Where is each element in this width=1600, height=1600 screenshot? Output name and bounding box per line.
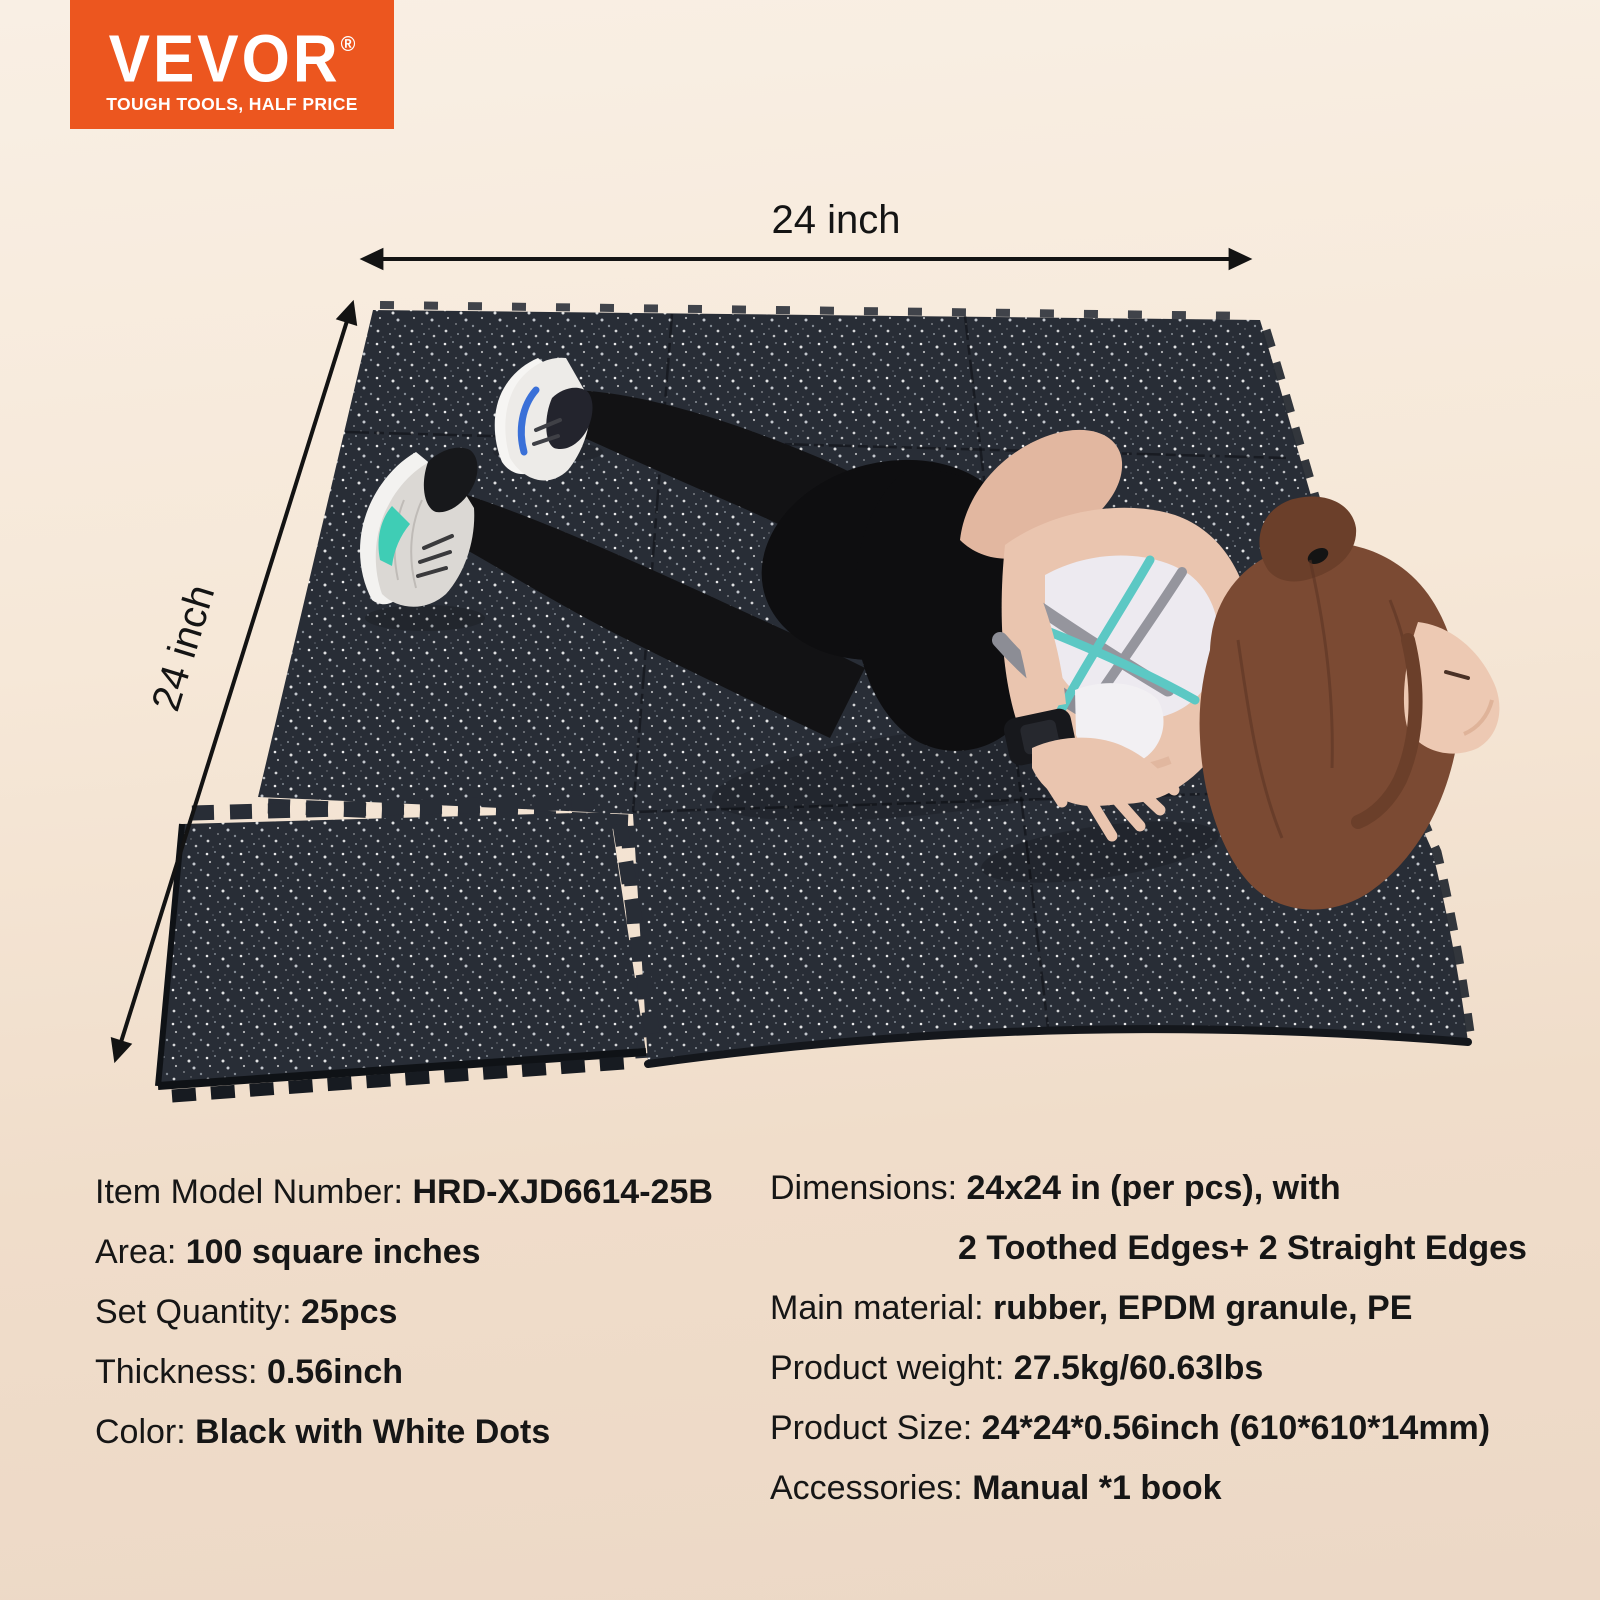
spec-label: Product weight: [770,1349,1014,1387]
spec-label: Thickness: [95,1353,267,1391]
spec-label: Accessories: [770,1469,973,1507]
spec-row-thickness [95,1342,713,1402]
spec-row-weight [770,1338,1527,1398]
detached-tile [158,802,654,1096]
spec-row-size [770,1398,1527,1458]
shoe-shadow [365,605,485,631]
brand-name: VEVOR® [108,21,356,97]
tile-surface [158,812,646,1086]
spec-value: 25pcs [301,1293,398,1331]
spec-value: Manual *1 book [972,1469,1222,1507]
spec-value: 24*24*0.56inch (610*610*14mm) [981,1409,1491,1447]
spec-value: 27.5kg/60.63lbs [1013,1349,1264,1387]
spec-list-left [95,1162,713,1462]
spec-value: 2 Toothed Edges+ 2 Straight Edges [958,1229,1527,1267]
spec-label: Main material: [770,1289,993,1327]
spec-row-dimensions [770,1158,1527,1218]
spec-row-color [95,1402,713,1462]
spec-row-accessories [770,1458,1527,1518]
spec-row-model [95,1162,713,1222]
spec-row-quantity [95,1282,713,1342]
spec-row-material [770,1278,1527,1338]
spec-label: Set Quantity: [95,1293,301,1331]
spec-value: rubber, EPDM granule, PE [992,1289,1413,1327]
spec-value: 100 square inches [185,1233,481,1271]
spec-list-right [770,1158,1527,1518]
spec-value: HRD-XJD6614-25B [412,1173,713,1211]
vevor-logo [70,0,394,129]
spec-label: Area: [95,1233,186,1271]
width-dimension-label: 24 inch [771,198,901,242]
spec-label: Product Size: [770,1409,982,1447]
spec-row-dimensions-cont [770,1218,1527,1278]
height-dimension-label: 24 inch [143,579,224,716]
spec-value: 0.56inch [266,1353,404,1391]
registered-mark: ® [340,32,356,57]
spec-label: Item Model Number: [95,1173,413,1211]
spec-row-area [95,1222,713,1282]
spec-label: Color: [95,1413,196,1451]
spec-value: 24x24 in (per pcs), with [966,1169,1341,1207]
spec-label: Dimensions: [770,1169,967,1207]
spec-value: Black with White Dots [195,1413,551,1451]
brand-tagline: TOUGH TOOLS, HALF PRICE [106,94,358,114]
